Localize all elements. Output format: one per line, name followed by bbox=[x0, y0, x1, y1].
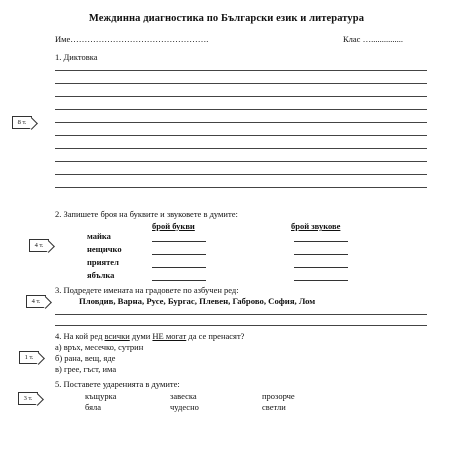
word-item: майка bbox=[87, 231, 111, 241]
dictation-line[interactable] bbox=[55, 187, 427, 188]
q4-label-underlined: НЕ могат bbox=[152, 331, 187, 341]
sounds-answer-line[interactable] bbox=[294, 267, 348, 268]
city-list: Пловдив, Варна, Русе, Бургас, Плевен, Габрово, София, Лом bbox=[79, 296, 316, 306]
stress-word[interactable]: чудесно bbox=[170, 402, 199, 412]
answer-option-b[interactable]: б) рана, вещ, яде bbox=[55, 353, 116, 363]
q5-label: 5. Поставете ударенията в думите: bbox=[55, 379, 180, 389]
points-badge-q1 bbox=[12, 116, 32, 129]
letters-answer-line[interactable] bbox=[152, 254, 206, 255]
answer-line[interactable] bbox=[55, 314, 427, 315]
column-header-sounds: брой звукове bbox=[291, 221, 341, 231]
dictation-line[interactable] bbox=[55, 109, 427, 110]
dictation-line[interactable] bbox=[55, 96, 427, 97]
word-item: ябълка bbox=[87, 270, 115, 280]
points-badge-q4 bbox=[19, 351, 39, 364]
page-title: Междинна диагностика по Български език и литература bbox=[88, 13, 365, 24]
stress-word[interactable]: бяла bbox=[85, 402, 102, 412]
dictation-line[interactable] bbox=[55, 83, 427, 84]
points-value: 4 т. bbox=[31, 298, 41, 305]
sounds-answer-line[interactable] bbox=[294, 241, 348, 242]
q3-label: 3. Подредете имената на градовете по азбучен ред: bbox=[55, 285, 239, 295]
q4-label-part: 4. На кой ред bbox=[55, 331, 105, 341]
points-value: 1 т. bbox=[24, 354, 34, 361]
q4-label bbox=[55, 331, 244, 341]
column-header-letters: брой букви bbox=[152, 221, 195, 231]
points-badge-q2 bbox=[29, 239, 49, 252]
q1-label: 1. Диктовка bbox=[55, 52, 98, 62]
stress-word[interactable]: прозорче bbox=[262, 391, 295, 401]
sounds-answer-line[interactable] bbox=[294, 254, 348, 255]
q4-label-underlined: всички bbox=[104, 331, 130, 341]
class-field[interactable]: Клас …............... bbox=[343, 34, 403, 44]
name-field[interactable]: Име…………………………………………. bbox=[55, 34, 209, 44]
q2-label: 2. Запишете броя на буквите и звуковете в думите: bbox=[55, 209, 238, 219]
stress-word[interactable]: светли bbox=[262, 402, 286, 412]
dictation-line[interactable] bbox=[55, 70, 427, 71]
letters-answer-line[interactable] bbox=[152, 241, 206, 242]
answer-line[interactable] bbox=[55, 325, 427, 326]
word-item: нещичко bbox=[87, 244, 122, 254]
stress-word[interactable]: къщурка bbox=[85, 391, 117, 401]
q4-label-part: думи bbox=[129, 331, 153, 341]
dictation-line[interactable] bbox=[55, 148, 427, 149]
q4-label-part: да се пренасят? bbox=[186, 331, 245, 341]
letters-answer-line[interactable] bbox=[152, 267, 206, 268]
answer-option-a[interactable]: а) връх, месечко, сутрин bbox=[55, 342, 144, 352]
word-item: приятел bbox=[87, 257, 119, 267]
dictation-line[interactable] bbox=[55, 174, 427, 175]
points-badge-q5 bbox=[18, 392, 38, 405]
dictation-line[interactable] bbox=[55, 135, 427, 136]
answer-option-c[interactable]: в) грее, гъст, има bbox=[55, 364, 117, 374]
letters-answer-line[interactable] bbox=[152, 280, 206, 281]
points-value: 3 т. bbox=[23, 395, 33, 402]
dictation-line[interactable] bbox=[55, 161, 427, 162]
points-value: 8 т. bbox=[17, 119, 27, 126]
sounds-answer-line[interactable] bbox=[294, 280, 348, 281]
points-badge-q3 bbox=[26, 295, 46, 308]
points-value: 4 т. bbox=[34, 242, 44, 249]
stress-word[interactable]: завеска bbox=[170, 391, 197, 401]
dictation-line[interactable] bbox=[55, 122, 427, 123]
